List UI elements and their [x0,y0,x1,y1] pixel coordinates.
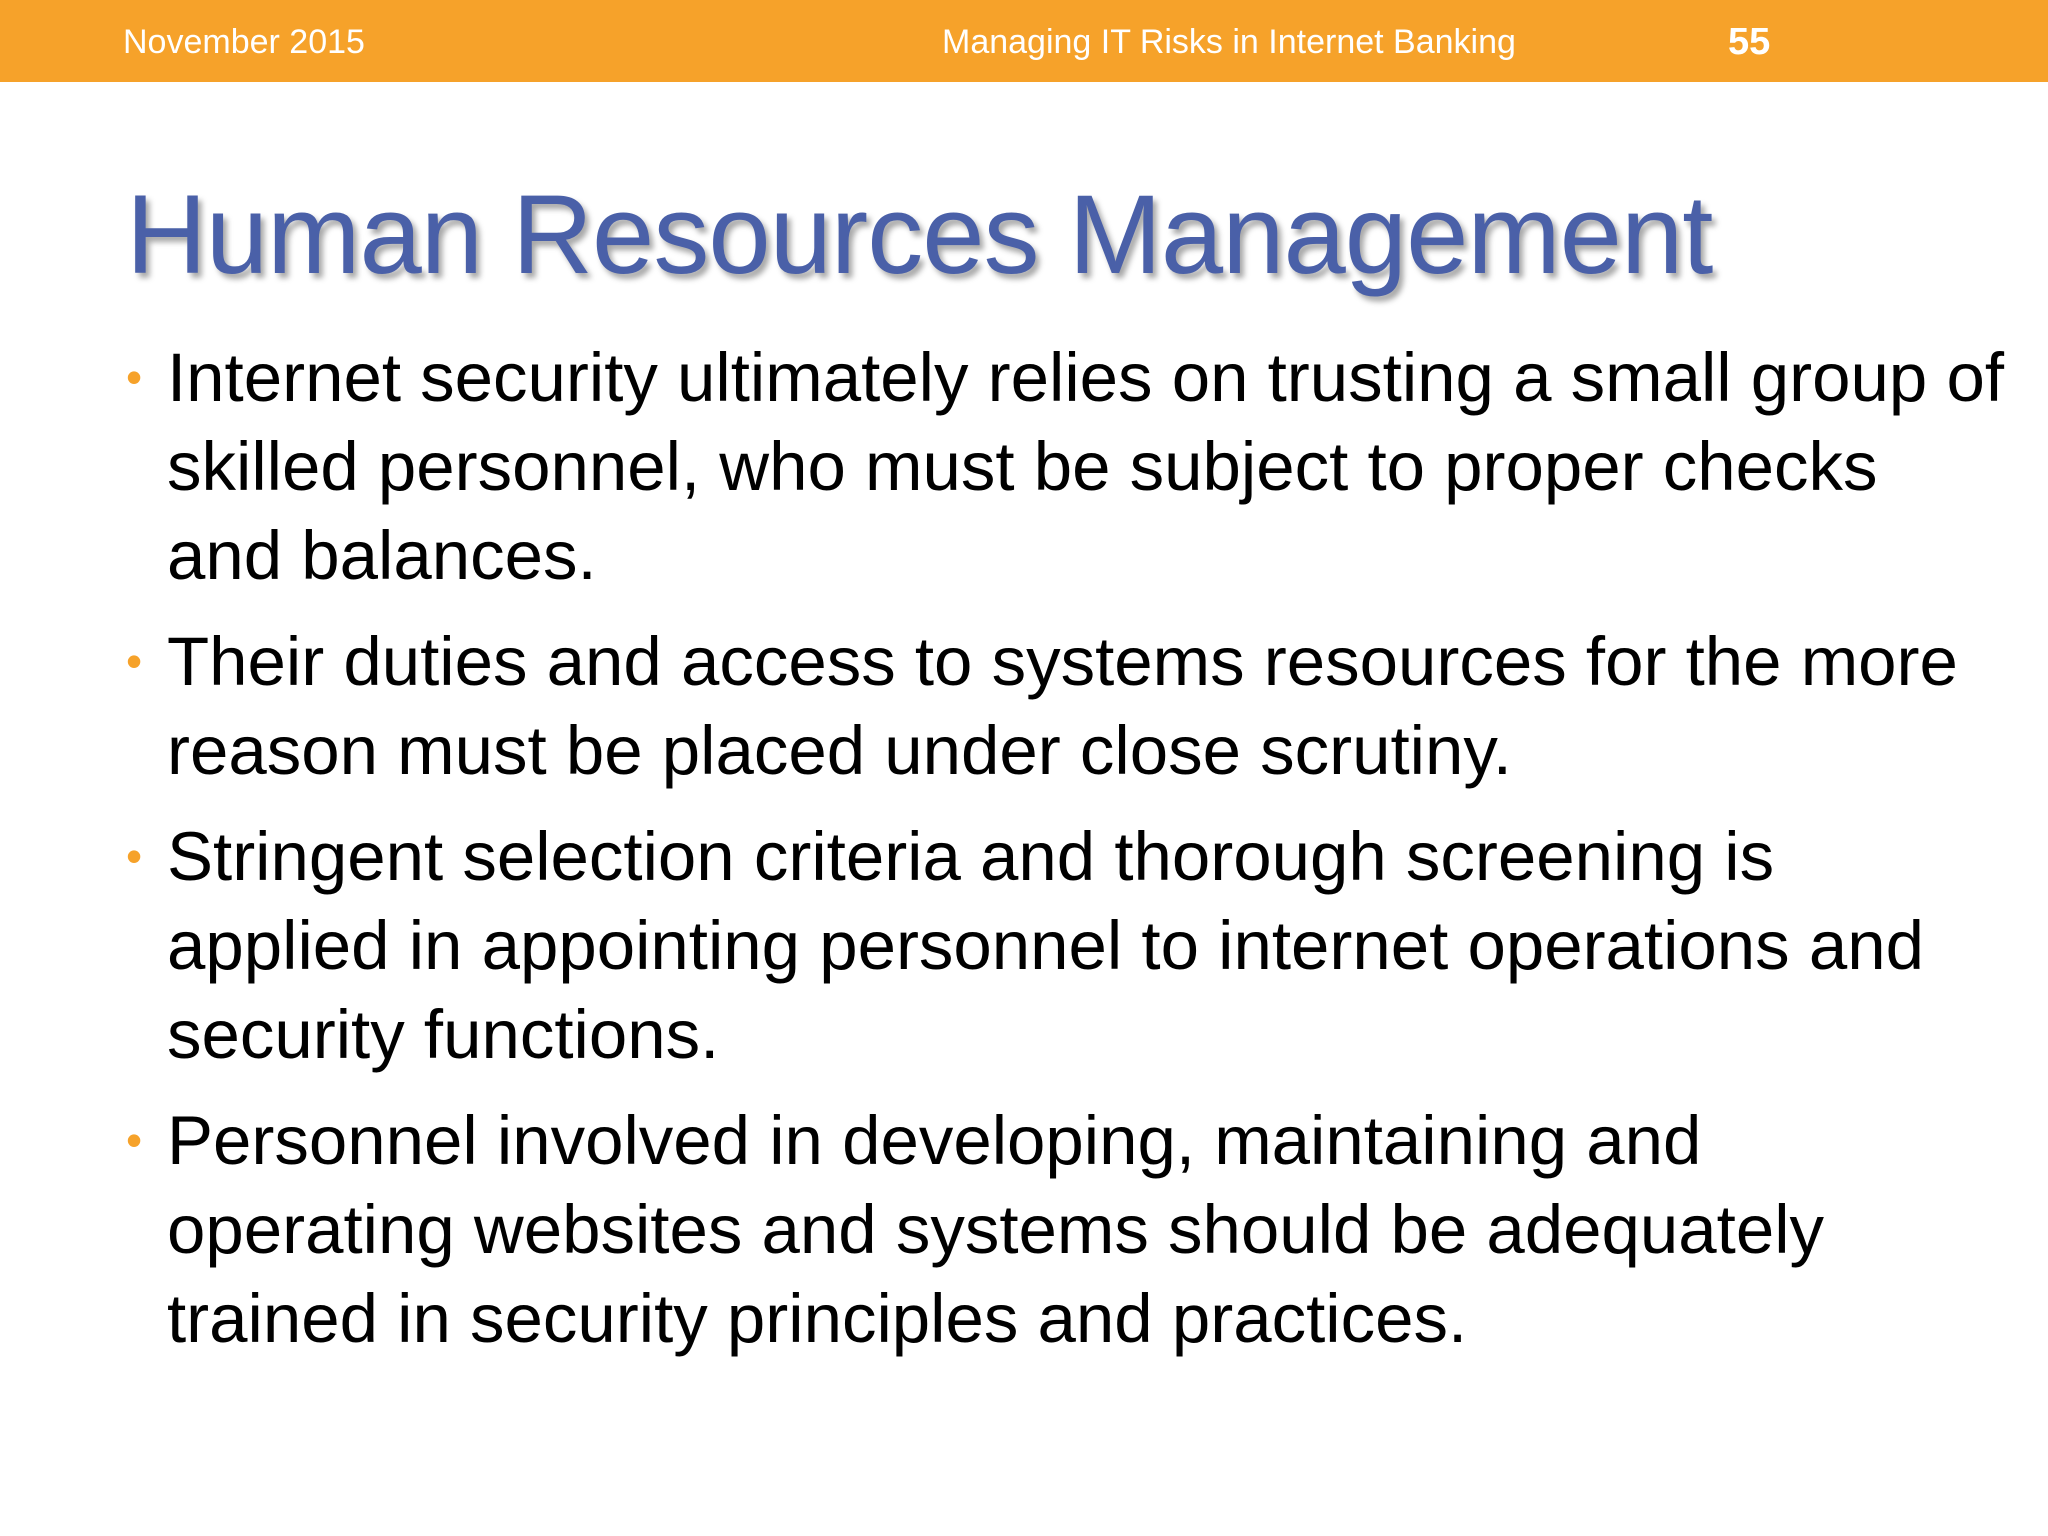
bullet-text: Internet security ultimately relies on trusting a small group of skilled personnel, who must be subject to proper checks and balances. [167,339,2004,594]
bullet-text: Stringent selection criteria and thorough screening is applied in appointing personnel to internet operations and security functions. [167,818,1924,1073]
bullet-text: Personnel involved in developing, maintaining and operating websites and systems should be adequately trained in security principles and practices. [167,1102,1825,1357]
bullet-text: Their duties and access to systems resources for the more reason must be placed under close scrutiny. [167,623,1958,789]
header-bar [0,0,2048,82]
bullet-item [126,617,2006,795]
bullet-dot-icon: • [126,635,143,687]
bullet-item [126,1096,2006,1363]
bullet-list [126,333,2006,1380]
bullet-dot-icon: • [126,351,143,403]
page-number: 55 [1728,21,1771,63]
header-title: Managing IT Risks in Internet Banking [942,23,1516,61]
bullet-dot-icon: • [126,830,143,882]
header-date: November 2015 [123,23,365,61]
bullet-dot-icon: • [126,1114,143,1166]
slide-title: Human Resources Management [126,172,1713,297]
bullet-item [126,333,2006,600]
bullet-item [126,812,2006,1079]
